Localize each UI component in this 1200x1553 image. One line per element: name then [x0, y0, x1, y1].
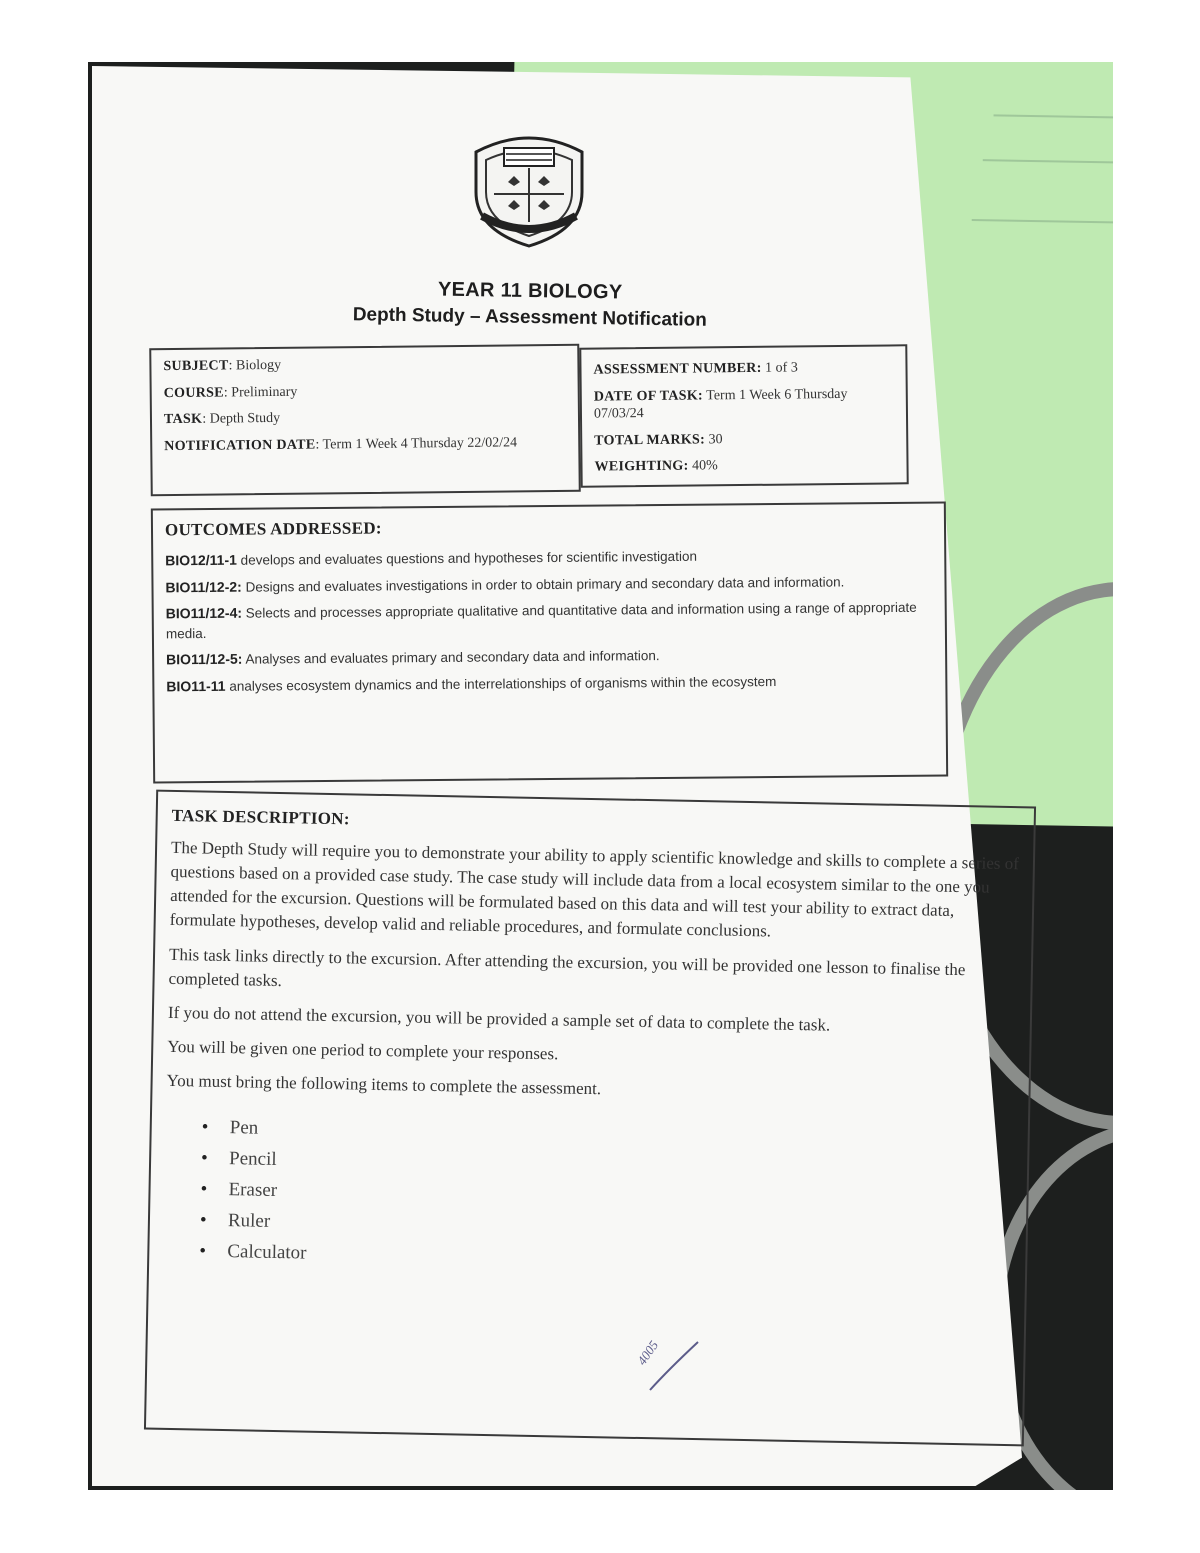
assessment-number-label: ASSESSMENT NUMBER:: [593, 360, 762, 378]
green-sheet-rule: [972, 219, 1113, 224]
list-item: • Pencil: [201, 1143, 1013, 1190]
handwritten-tick-mark: [648, 1340, 703, 1395]
outcome-item: [165, 570, 932, 597]
document-subtitle: Depth Study – Assessment Notification: [352, 304, 707, 331]
subject-row: [163, 354, 565, 376]
date-of-task-row: [594, 385, 894, 423]
task-row: [164, 407, 566, 429]
assessment-info-left: [149, 344, 581, 496]
weighting-label: WEIGHTING:: [594, 458, 689, 475]
total-marks-label: TOTAL MARKS:: [594, 431, 706, 449]
list-item: • Pen: [201, 1112, 1013, 1159]
task-description-title: TASK DESCRIPTION:: [171, 805, 351, 829]
task-paragraph: The Depth Study will require you to demonstrate your ability to apply scientific knowledge and skills to complete a series of questions based on a provided case study. The case study will include data from a local ecosystem similar to the one you attended for the excursion. Questions will be formulated based on this data and will test your ability to extract data, formulate hypotheses, develop valid and reliable procedures, and formulate conclusions.: [169, 837, 1020, 941]
green-sheet-rule: [994, 114, 1113, 119]
assessment-number-row: [593, 358, 893, 379]
task-sep: :: [202, 411, 210, 427]
task-label: TASK: [163, 411, 203, 428]
weighting-row: [594, 455, 894, 476]
task-paragraph: If you do not attend the excursion, you will be provided a sample set of data to complete the task.: [167, 1002, 831, 1035]
course-label: COURSE: [163, 384, 224, 401]
outcome-code: BIO11-11: [166, 677, 226, 695]
task-value: Depth Study: [209, 410, 281, 427]
document-heading: [250, 276, 811, 334]
task-paragraph: This task links directly to the excursion. After attending the excursion, you will be provided one lesson to finalise the completed tasks.: [168, 944, 966, 990]
outcomes-section: [151, 502, 948, 784]
outcome-code: BIO11/12-5:: [166, 650, 243, 668]
subject-label: SUBJECT: [163, 358, 229, 375]
notification-date-value: Term 1 Week 4 Thursday 22/02/24: [322, 434, 518, 452]
document-title: YEAR 11 BIOLOGY: [437, 278, 623, 304]
outcome-item: [166, 643, 933, 670]
list-item: • Calculator: [199, 1236, 1011, 1283]
outcome-text: analyses ecosystem dynamics and the interrelationships of organisms within the ecosystem: [229, 673, 777, 694]
list-item: • Ruler: [200, 1205, 1012, 1252]
school-crest-logo: [468, 130, 590, 248]
task-paragraph: You will be given one period to complete your responses.: [167, 1036, 559, 1064]
assessment-info-right: [579, 344, 908, 487]
course-value: Preliminary: [231, 384, 298, 400]
handwritten-initials: 4005: [633, 1337, 662, 1368]
weighting-value: 40%: [691, 458, 718, 474]
outcome-code: BIO12/11-1: [165, 551, 237, 569]
course-row: [164, 380, 566, 402]
list-item: • Eraser: [200, 1174, 1012, 1221]
assessment-number-value: 1 of 3: [765, 360, 798, 376]
total-marks-value: 30: [708, 431, 723, 447]
course-sep: :: [223, 384, 232, 400]
notification-date-row: [164, 433, 566, 455]
outcome-code: BIO11/12-2:: [165, 578, 242, 595]
date-of-task-label: DATE OF TASK:: [593, 387, 704, 405]
outcome-text: Designs and evaluates investigations in order to obtain primary and secondary data and information.: [245, 573, 845, 595]
outcome-item: [166, 597, 933, 644]
outcome-text: Analyses and evaluates primary and secondary data and information.: [245, 648, 660, 667]
outcome-item: [165, 544, 932, 571]
subject-sep: :: [228, 358, 237, 374]
outcome-code: BIO11/12-4:: [165, 604, 243, 622]
date-of-task-value: Term 1 Week 6 Thursday 07/03/24: [593, 386, 848, 422]
required-items-list: [199, 1112, 1014, 1283]
task-description-section: [144, 790, 1036, 1447]
notification-date-label: NOTIFICATION DATE: [164, 437, 316, 454]
outcome-text: develops and evaluates questions and hypotheses for scientific investigation: [240, 548, 697, 568]
notification-date-sep: :: [315, 436, 323, 453]
outcome-text: Selects and processes appropriate qualitative and quantitative data and information using a range of appropriate media.: [165, 599, 917, 642]
total-marks-row: [594, 429, 894, 450]
task-paragraph: You must bring the following items to complete the assessment.: [166, 1070, 602, 1099]
outcome-item: [166, 669, 933, 696]
green-sheet-rule: [983, 159, 1113, 164]
subject-value: Biology: [235, 357, 282, 374]
outcomes-title: OUTCOMES ADDRESSED:: [164, 518, 382, 540]
